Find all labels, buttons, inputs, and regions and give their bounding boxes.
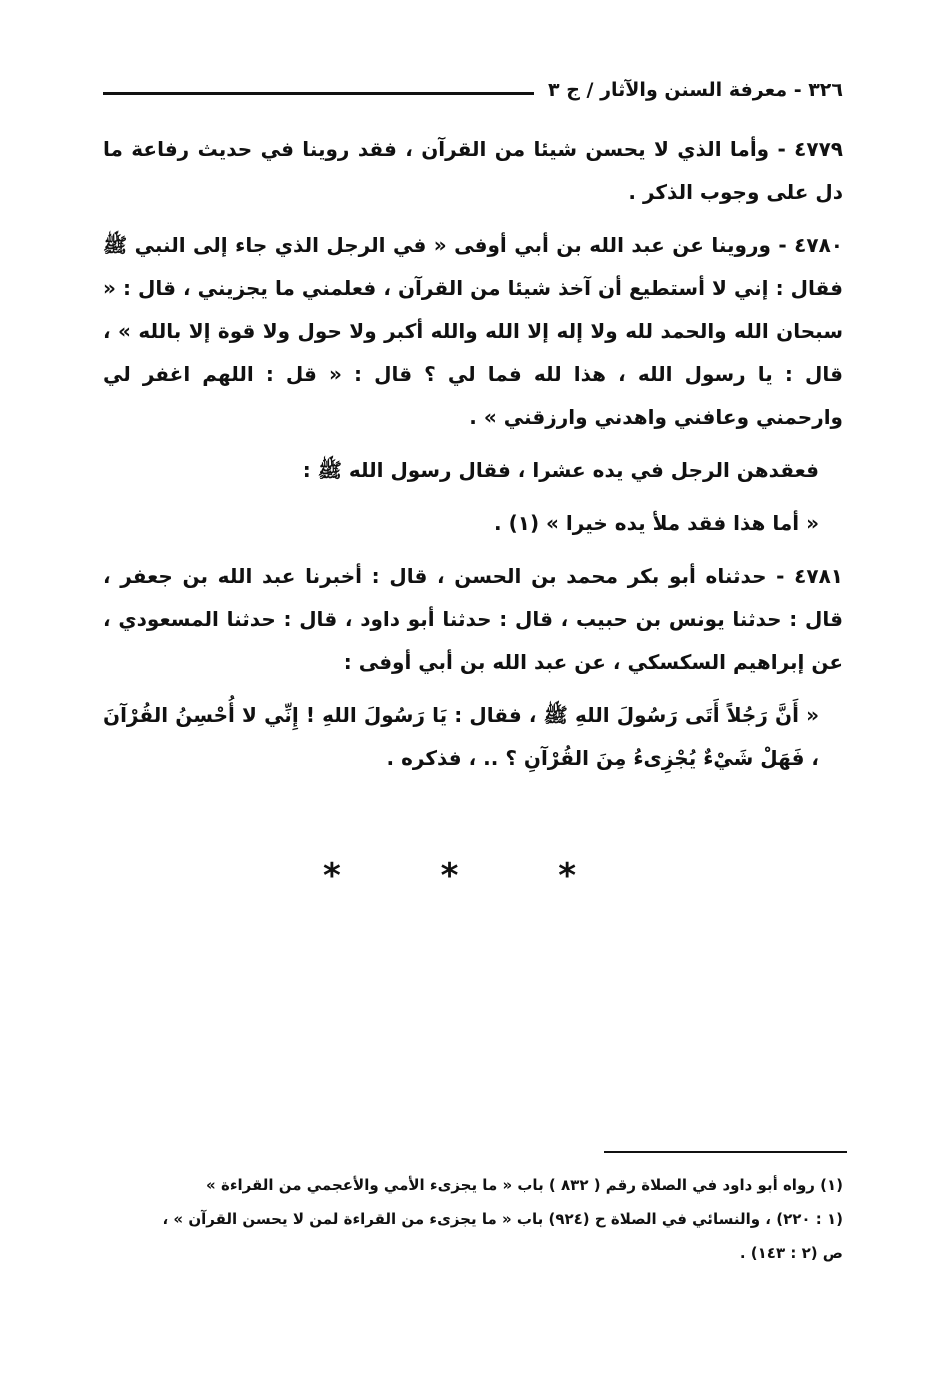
paragraph-quote bbox=[103, 502, 843, 545]
hadith-number: ٤٧٨١ bbox=[794, 564, 843, 588]
paragraph-text: - وروينا عن عبد الله بن أبي أوفى « في الرجل الذي جاء إلى النبي ﷺ فقال : إني لا أستطيع أن آخذ شيئا من القرآن ، فعلمني ما يجزيني ، قال : « سبحان الله والحمد لله ولا إله إلا الله والله أكبر ولا حول ولا قوة إلا بالله » ، قال : يا رسول الله ، هذا لله فما لي ؟ قال : « قل : اللهم اغفر لي وارحمني وعافني واهدني وارزقني » . bbox=[103, 233, 843, 429]
paragraph-4781 bbox=[103, 555, 843, 684]
header-rule bbox=[103, 92, 534, 95]
paragraph-text: « أَنَّ رَجُلاً أَتَى رَسُولَ اللهِ ﷺ ، فقال : يَا رَسُولَ اللهِ ! إِنِّي لا أُحْسِنُ القُرْآنَ ، فَهَلْ شَيْءٌ يُجْزِىءُ مِنَ القُرْآنِ ؟ .. ، فذكره . bbox=[103, 703, 819, 770]
paragraph-text: فعقدهن الرجل في يده عشرا ، فقال رسول الله ﷺ : bbox=[302, 458, 819, 482]
paragraph-continuation bbox=[103, 449, 843, 492]
paragraph-quote bbox=[103, 694, 843, 780]
running-header bbox=[103, 70, 843, 110]
hadith-number: ٤٧٨٠ bbox=[794, 233, 843, 257]
footnote-line: (١) رواه أبو داود في الصلاة رقم ( ٨٣٢ ) باب « ما يجزىء الأمي والأعجمي من القراءة » bbox=[206, 1176, 843, 1194]
main-text bbox=[103, 128, 843, 790]
paragraph-text: - وأما الذي لا يحسن شيئا من القرآن ، فقد روينا في حديث رفاعة ما دل على وجوب الذكر . bbox=[103, 137, 843, 204]
paragraph-4780 bbox=[103, 224, 843, 439]
page-title: ٣٢٦ - معرفة السنن والآثار / ج ٣ bbox=[547, 79, 843, 101]
hadith-number: ٤٧٧٩ bbox=[794, 137, 843, 161]
paragraph-text: « أما هذا فقد ملأ يده خيرا » (١) . bbox=[494, 511, 819, 535]
paragraph-4779 bbox=[103, 128, 843, 214]
paragraph-text: - حدثناه أبو بكر محمد بن الحسن ، قال : أخبرنا عبد الله بن جعفر ، قال : حدثنا يونس بن حبيب ، قال : حدثنا أبو داود ، قال : حدثنا المسعودي ، عن إبراهيم السكسكي ، عن عبد الله بن أبي أوفى : bbox=[103, 564, 843, 674]
footnote-line: (١ : ٢٢٠) ، والنسائي في الصلاة ح (٩٢٤) باب « ما يجزىء من القراءة لمن لا يحسن القرآن » ، bbox=[162, 1210, 843, 1228]
section-separator: * * * bbox=[322, 856, 620, 896]
footnote-rule bbox=[604, 1151, 847, 1153]
footnote-line: ص (٢ : ١٤٣) . bbox=[739, 1244, 843, 1262]
footnotes bbox=[103, 1168, 843, 1270]
